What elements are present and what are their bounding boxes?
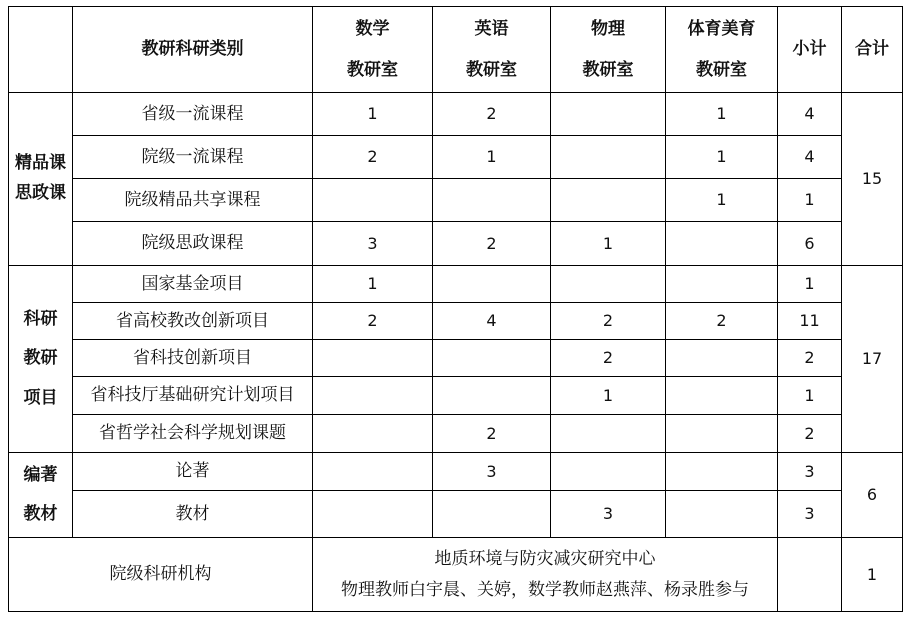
pe-value: 1 bbox=[666, 93, 778, 136]
group-label bbox=[9, 93, 73, 266]
physics-value: 2 bbox=[551, 340, 666, 377]
subtotal-value: 1 bbox=[778, 266, 842, 303]
table-row bbox=[9, 222, 903, 266]
english-value bbox=[433, 266, 551, 303]
subtotal-value: 3 bbox=[778, 491, 842, 538]
physics-value bbox=[551, 93, 666, 136]
english-value: 4 bbox=[433, 303, 551, 340]
header-math-line2: 教研室 bbox=[347, 59, 398, 80]
physics-value: 1 bbox=[551, 222, 666, 266]
english-value: 3 bbox=[433, 453, 551, 491]
header-physics-line1: 物理 bbox=[591, 18, 625, 39]
header-physics bbox=[551, 7, 666, 93]
group-label-line: 教研 bbox=[23, 348, 58, 369]
item-name: 院级一流课程 bbox=[73, 136, 313, 179]
math-value bbox=[313, 340, 433, 377]
subtotal-value: 4 bbox=[778, 136, 842, 179]
item-name: 论著 bbox=[73, 453, 313, 491]
english-value: 1 bbox=[433, 136, 551, 179]
physics-value bbox=[551, 136, 666, 179]
math-value: 2 bbox=[313, 303, 433, 340]
english-value bbox=[433, 179, 551, 222]
math-value bbox=[313, 179, 433, 222]
table-row bbox=[9, 453, 903, 491]
header-blank-cell bbox=[9, 7, 73, 93]
group-label-line: 思政课 bbox=[15, 183, 66, 203]
subtotal-value: 3 bbox=[778, 453, 842, 491]
header-pe-line2: 教研室 bbox=[696, 59, 747, 80]
physics-value bbox=[551, 266, 666, 303]
pe-value: 2 bbox=[666, 303, 778, 340]
institute-members: 物理教师白宇晨、关婷，数学教师赵燕萍、杨录胜参与 bbox=[341, 579, 749, 600]
physics-value bbox=[551, 453, 666, 491]
table-row bbox=[9, 377, 903, 415]
item-name: 教材 bbox=[73, 491, 313, 538]
math-value bbox=[313, 377, 433, 415]
math-value bbox=[313, 453, 433, 491]
pe-value bbox=[666, 222, 778, 266]
group-label-line: 项目 bbox=[23, 387, 58, 408]
institute-row bbox=[9, 538, 903, 612]
item-name: 院级精品共享课程 bbox=[73, 179, 313, 222]
institute-detail bbox=[313, 538, 778, 612]
header-total: 合计 bbox=[842, 7, 903, 93]
pe-value: 1 bbox=[666, 136, 778, 179]
physics-value: 2 bbox=[551, 303, 666, 340]
pe-value bbox=[666, 377, 778, 415]
institute-label: 院级科研机构 bbox=[9, 538, 313, 612]
table-row bbox=[9, 415, 903, 453]
english-value bbox=[433, 377, 551, 415]
table-row bbox=[9, 340, 903, 377]
physics-value: 3 bbox=[551, 491, 666, 538]
header-category: 教研科研类别 bbox=[73, 7, 313, 93]
research-stats-table bbox=[8, 6, 903, 612]
institute-total: 1 bbox=[842, 538, 903, 612]
math-value: 3 bbox=[313, 222, 433, 266]
item-name: 省科技创新项目 bbox=[73, 340, 313, 377]
math-value: 1 bbox=[313, 93, 433, 136]
english-value bbox=[433, 340, 551, 377]
header-subtotal: 小计 bbox=[778, 7, 842, 93]
math-value: 2 bbox=[313, 136, 433, 179]
physics-value bbox=[551, 179, 666, 222]
group-label bbox=[9, 266, 73, 453]
item-name: 省哲学社会科学规划课题 bbox=[73, 415, 313, 453]
subtotal-value: 1 bbox=[778, 179, 842, 222]
math-value bbox=[313, 491, 433, 538]
group-label-line: 科研 bbox=[23, 309, 58, 330]
subtotal-value: 2 bbox=[778, 415, 842, 453]
institute-subtotal bbox=[778, 538, 842, 612]
subtotal-value: 11 bbox=[778, 303, 842, 340]
pe-value bbox=[666, 340, 778, 377]
group-total: 6 bbox=[842, 453, 903, 538]
table-row bbox=[9, 179, 903, 222]
group-label bbox=[9, 453, 73, 538]
header-english-line2: 教研室 bbox=[466, 59, 517, 80]
english-value: 2 bbox=[433, 93, 551, 136]
english-value bbox=[433, 491, 551, 538]
group-total: 15 bbox=[842, 93, 903, 266]
item-name: 省科技厅基础研究计划项目 bbox=[73, 377, 313, 415]
math-value: 1 bbox=[313, 266, 433, 303]
physics-value bbox=[551, 415, 666, 453]
table-row bbox=[9, 303, 903, 340]
group-label-line: 编著 bbox=[23, 464, 58, 485]
english-value: 2 bbox=[433, 415, 551, 453]
subtotal-value: 4 bbox=[778, 93, 842, 136]
table-row bbox=[9, 136, 903, 179]
header-pe bbox=[666, 7, 778, 93]
pe-value: 1 bbox=[666, 179, 778, 222]
header-row bbox=[9, 7, 903, 93]
table-row bbox=[9, 266, 903, 303]
table-row bbox=[9, 491, 903, 538]
group-total: 17 bbox=[842, 266, 903, 453]
header-english-line1: 英语 bbox=[474, 18, 509, 39]
header-pe-line1: 体育美育 bbox=[687, 18, 756, 39]
group-label-line: 教材 bbox=[23, 504, 58, 524]
item-name: 院级思政课程 bbox=[73, 222, 313, 266]
institute-name: 地质环境与防灾减灾研究中心 bbox=[434, 548, 656, 569]
math-value bbox=[313, 415, 433, 453]
item-name: 省高校教改创新项目 bbox=[73, 303, 313, 340]
header-math-line1: 数学 bbox=[355, 18, 390, 39]
pe-value bbox=[666, 266, 778, 303]
subtotal-value: 2 bbox=[778, 340, 842, 377]
pe-value bbox=[666, 491, 778, 538]
header-math bbox=[313, 7, 433, 93]
group-label-line: 精品课 bbox=[15, 153, 66, 174]
subtotal-value: 1 bbox=[778, 377, 842, 415]
header-physics-line2: 教研室 bbox=[582, 59, 634, 80]
pe-value bbox=[666, 415, 778, 453]
item-name: 国家基金项目 bbox=[73, 266, 313, 303]
item-name: 省级一流课程 bbox=[73, 93, 313, 136]
subtotal-value: 6 bbox=[778, 222, 842, 266]
header-english bbox=[433, 7, 551, 93]
pe-value bbox=[666, 453, 778, 491]
english-value: 2 bbox=[433, 222, 551, 266]
physics-value: 1 bbox=[551, 377, 666, 415]
table-row bbox=[9, 93, 903, 136]
